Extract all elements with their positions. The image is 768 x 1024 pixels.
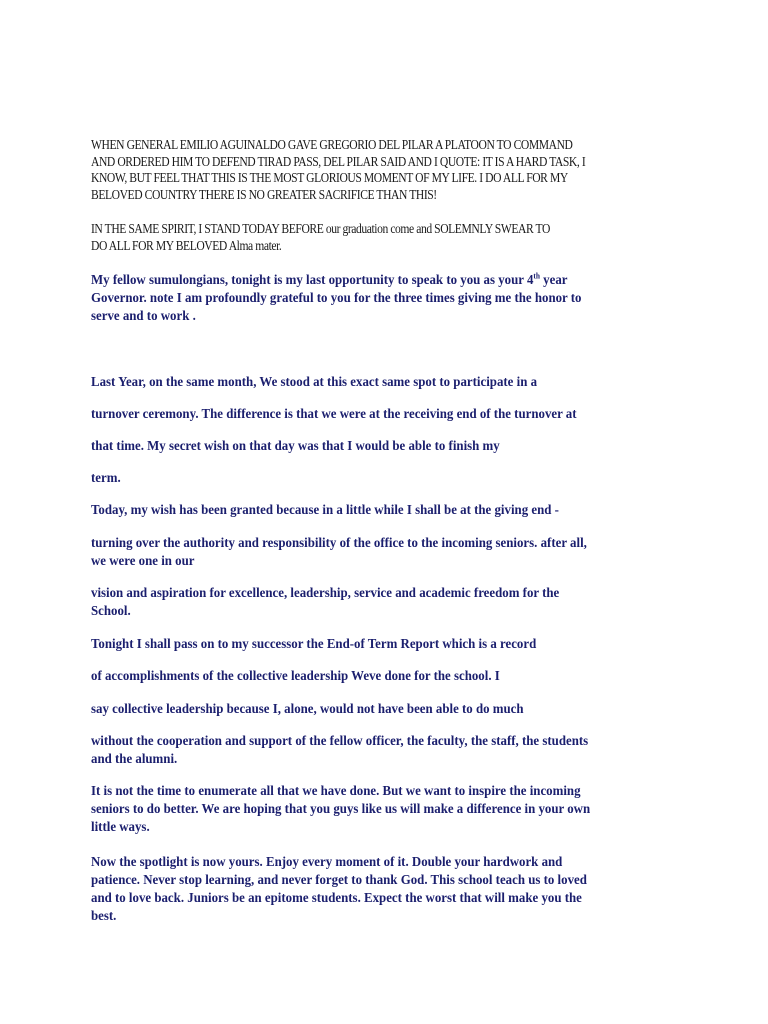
speech-paragraph-secret-wish: that time. My secret wish on that day was that I would be able to finish my: [91, 439, 500, 454]
fellow-text-end: year Governor. note I am profoundly grateful to you for the three times giving me the honor to serve and to work .: [91, 273, 582, 324]
speech-paragraph-wish-granted: Today, my wish has been granted because in a little while I shall be at the giving end -: [91, 503, 559, 518]
speech-paragraph-inspire: It is not the time to enumerate all that we have done. But we want to inspire the incoming seniors to do better. We are hoping that you guys like us will make a difference in your own little ways.: [91, 784, 591, 835]
speech-paragraph-cooperation: without the cooperation and support of the fellow officer, the faculty, the staff, the students and the alumni.: [91, 734, 589, 767]
speech-paragraph-term: term.: [91, 471, 121, 486]
intro-paragraph-tirad-pass: WHEN GENERAL EMILIO AGUINALDO GAVE GREGORIO DEL PILAR A PLATOON TO COMMAND AND ORDERED HIM TO DEFEND TIRAD PASS, DEL PILAR SAID AND I QUOTE: IT IS A HARD TASK, I KNOW, BUT FEEL THAT THIS IS THE MOST GLORIOUS MOMENT OF MY LIFE. I DO ALL FOR MY BELOVED COUNTRY THERE IS NO GREATER SACRIFICE THAN THIS!: [91, 137, 586, 202]
speech-paragraph-spotlight: Now the spotlight is now yours. Enjoy every moment of it. Double your hardwork and patience. Never stop learning, and never forget to thank God. This school teach us to loved and to love back. Juniors be an epitome students. Expect the worst that will make you the best.: [91, 855, 587, 924]
speech-paragraph-turnover: turnover ceremony. The difference is that we were at the receiving end of the turnover at: [91, 407, 577, 422]
intro-paragraph-same-spirit: IN THE SAME SPIRIT, I STAND TODAY BEFORE our graduation come and SOLEMNLY SWEAR TO DO ALL FOR MY BELOVED Alma mater.: [91, 221, 550, 253]
speech-paragraph-collective-leadership: say collective leadership because I, alone, would not have been able to do much: [91, 702, 524, 717]
speech-paragraph-vision: vision and aspiration for excellence, leadership, service and academic freedom for the School.: [91, 586, 560, 619]
speech-paragraph-turning-over: turning over the authority and responsibility of the office to the incoming seniors. after all, we were one in our: [91, 536, 587, 569]
speech-paragraph-end-of-term: Tonight I shall pass on to my successor the End-of Term Report which is a record: [91, 637, 537, 652]
speech-paragraph-accomplishments: of accomplishments of the collective leadership Weve done for the school. I: [91, 669, 500, 684]
ordinal-superscript: th: [533, 271, 540, 281]
speech-paragraph-last-year: Last Year, on the same month, We stood at this exact same spot to participate in a: [91, 375, 538, 390]
fellow-sumulongians-paragraph: [91, 272, 669, 326]
fellow-text-start: My fellow sumulongians, tonight is my last opportunity to speak to you as your 4: [91, 273, 534, 288]
